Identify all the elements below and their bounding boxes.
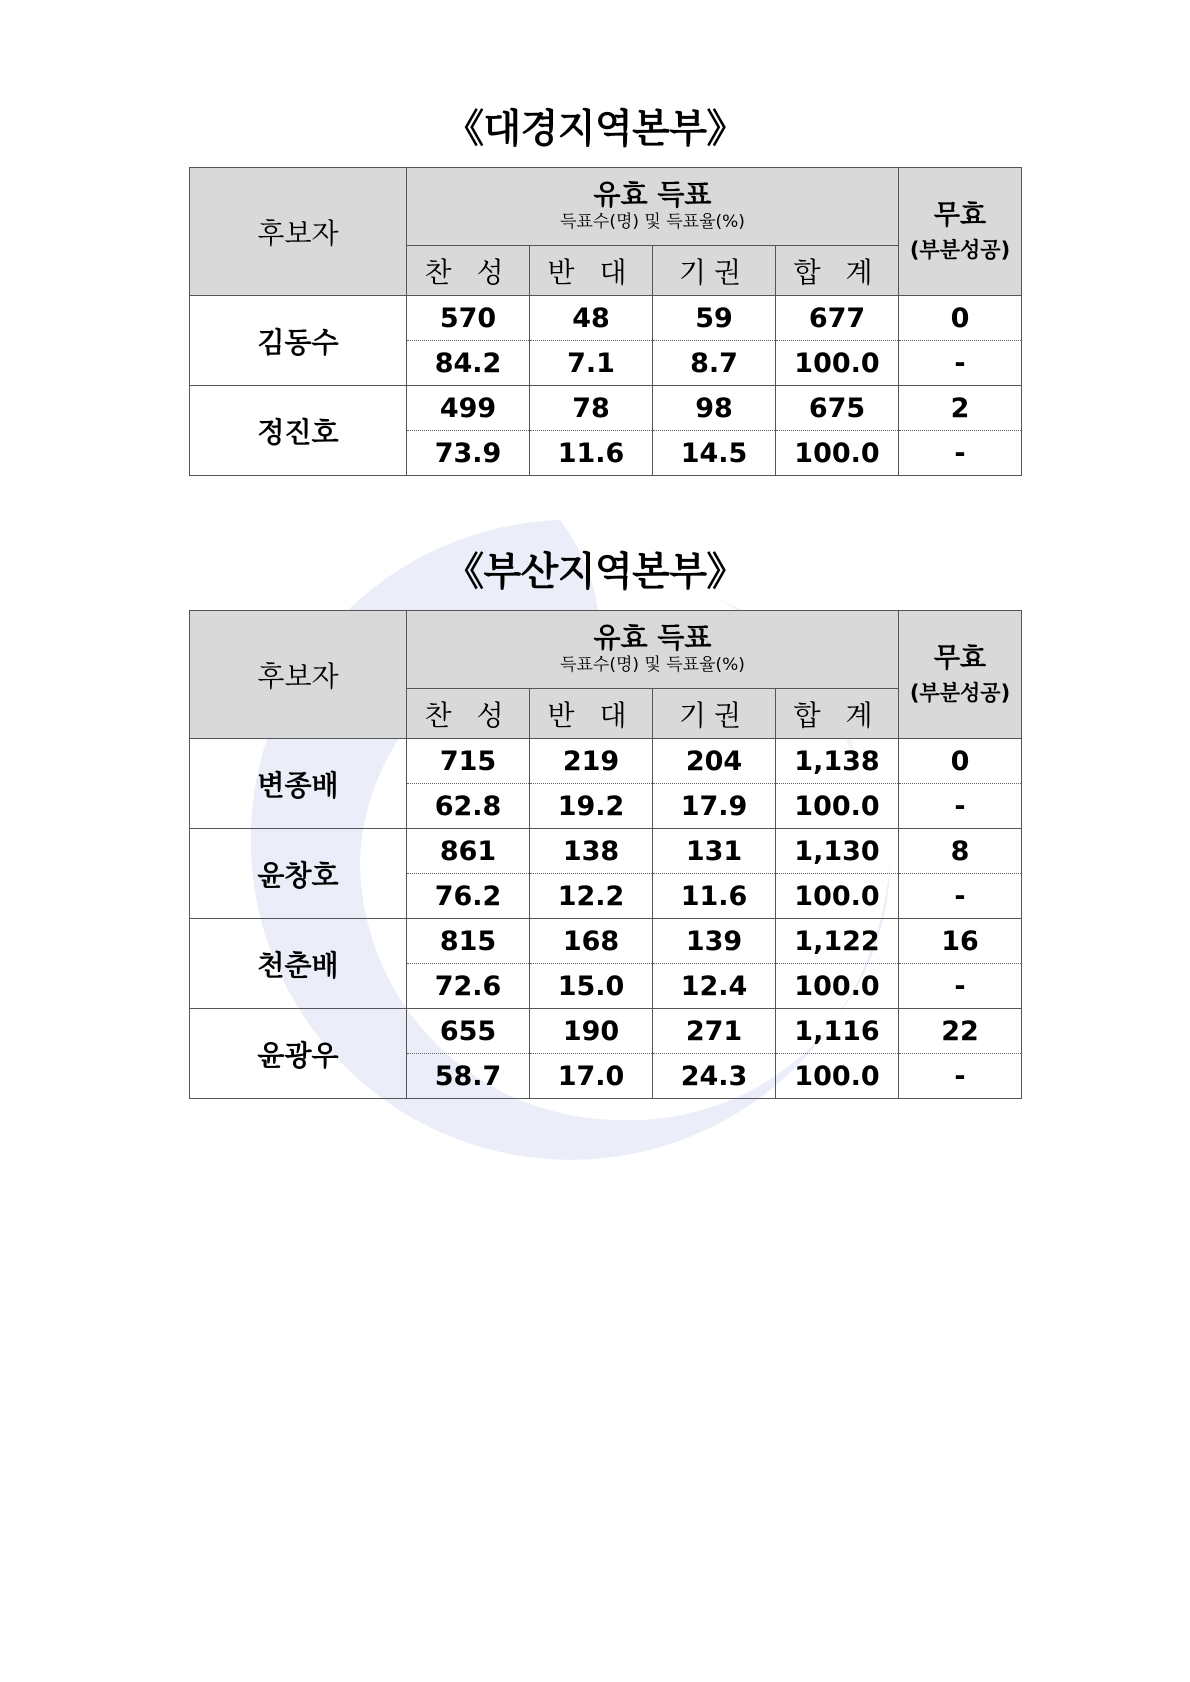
header-no: 반 대	[530, 246, 653, 296]
header-yes: 찬 성	[407, 246, 530, 296]
total-rate: 100.0	[776, 431, 899, 476]
invalid-count: 0	[899, 739, 1022, 784]
no-rate: 7.1	[530, 341, 653, 386]
header-candidate: 후보자	[190, 611, 407, 739]
abstain-count: 59	[653, 296, 776, 341]
header-valid-sub: 득표수(명) 및 득표율(%)	[560, 211, 745, 232]
yes-count: 499	[407, 386, 530, 431]
yes-count: 570	[407, 296, 530, 341]
header-invalid	[899, 611, 1022, 739]
table-row	[190, 739, 1022, 784]
yes-rate: 72.6	[407, 964, 530, 1009]
abstain-rate: 14.5	[653, 431, 776, 476]
yes-count: 715	[407, 739, 530, 784]
yes-rate: 73.9	[407, 431, 530, 476]
invalid-rate: -	[899, 964, 1022, 1009]
no-rate: 15.0	[530, 964, 653, 1009]
invalid-rate: -	[899, 1054, 1022, 1099]
header-invalid-title: 무효	[933, 199, 987, 231]
candidate-name: 변종배	[190, 739, 407, 829]
table-row	[190, 829, 1022, 874]
section-title: 《부산지역본부》	[444, 550, 746, 595]
header-no: 반 대	[530, 689, 653, 739]
section-busan	[0, 543, 1190, 1092]
header-valid-votes	[407, 168, 899, 246]
header-valid-title: 유효 득표	[593, 620, 712, 654]
no-count: 219	[530, 739, 653, 784]
no-rate: 17.0	[530, 1054, 653, 1099]
yes-count: 815	[407, 919, 530, 964]
total-count: 1,130	[776, 829, 899, 874]
no-rate: 19.2	[530, 784, 653, 829]
header-total: 합 계	[776, 689, 899, 739]
no-count: 78	[530, 386, 653, 431]
vote-table	[189, 610, 1022, 1099]
total-rate: 100.0	[776, 1054, 899, 1099]
invalid-count: 22	[899, 1009, 1022, 1054]
no-rate: 12.2	[530, 874, 653, 919]
header-valid-title: 유효 득표	[593, 177, 712, 211]
header-yes: 찬 성	[407, 689, 530, 739]
yes-rate: 76.2	[407, 874, 530, 919]
header-candidate: 후보자	[190, 168, 407, 296]
abstain-rate: 17.9	[653, 784, 776, 829]
candidate-name: 윤창호	[190, 829, 407, 919]
invalid-rate: -	[899, 341, 1022, 386]
header-total: 합 계	[776, 246, 899, 296]
table-row	[190, 1009, 1022, 1054]
abstain-rate: 24.3	[653, 1054, 776, 1099]
yes-count: 861	[407, 829, 530, 874]
yes-rate: 62.8	[407, 784, 530, 829]
abstain-count: 139	[653, 919, 776, 964]
no-count: 138	[530, 829, 653, 874]
section-daegyeong	[0, 100, 1190, 469]
header-abstain: 기권	[653, 246, 776, 296]
invalid-count: 8	[899, 829, 1022, 874]
yes-rate: 84.2	[407, 341, 530, 386]
abstain-count: 271	[653, 1009, 776, 1054]
invalid-rate: -	[899, 784, 1022, 829]
table-row	[190, 296, 1022, 341]
candidate-name: 정진호	[190, 386, 407, 476]
no-rate: 11.6	[530, 431, 653, 476]
candidate-name: 윤광우	[190, 1009, 407, 1099]
yes-count: 655	[407, 1009, 530, 1054]
total-count: 675	[776, 386, 899, 431]
section-title: 《대경지역본부》	[444, 107, 746, 152]
abstain-rate: 12.4	[653, 964, 776, 1009]
invalid-count: 0	[899, 296, 1022, 341]
total-rate: 100.0	[776, 784, 899, 829]
yes-rate: 58.7	[407, 1054, 530, 1099]
header-invalid-sub: (부분성공)	[909, 237, 1011, 262]
invalid-rate: -	[899, 431, 1022, 476]
no-count: 168	[530, 919, 653, 964]
total-count: 1,138	[776, 739, 899, 784]
table-row	[190, 386, 1022, 431]
header-invalid-title: 무효	[933, 642, 987, 674]
invalid-count: 2	[899, 386, 1022, 431]
candidate-name: 천춘배	[190, 919, 407, 1009]
header-valid-sub: 득표수(명) 및 득표율(%)	[560, 654, 745, 675]
header-invalid-sub: (부분성공)	[909, 680, 1011, 705]
invalid-rate: -	[899, 874, 1022, 919]
header-abstain: 기권	[653, 689, 776, 739]
no-count: 48	[530, 296, 653, 341]
vote-table	[189, 167, 1022, 476]
abstain-rate: 8.7	[653, 341, 776, 386]
abstain-rate: 11.6	[653, 874, 776, 919]
no-count: 190	[530, 1009, 653, 1054]
total-count: 1,122	[776, 919, 899, 964]
header-valid-votes	[407, 611, 899, 689]
header-invalid	[899, 168, 1022, 296]
abstain-count: 131	[653, 829, 776, 874]
total-rate: 100.0	[776, 964, 899, 1009]
total-count: 1,116	[776, 1009, 899, 1054]
candidate-name: 김동수	[190, 296, 407, 386]
total-rate: 100.0	[776, 341, 899, 386]
table-row	[190, 919, 1022, 964]
total-rate: 100.0	[776, 874, 899, 919]
abstain-count: 98	[653, 386, 776, 431]
abstain-count: 204	[653, 739, 776, 784]
invalid-count: 16	[899, 919, 1022, 964]
total-count: 677	[776, 296, 899, 341]
